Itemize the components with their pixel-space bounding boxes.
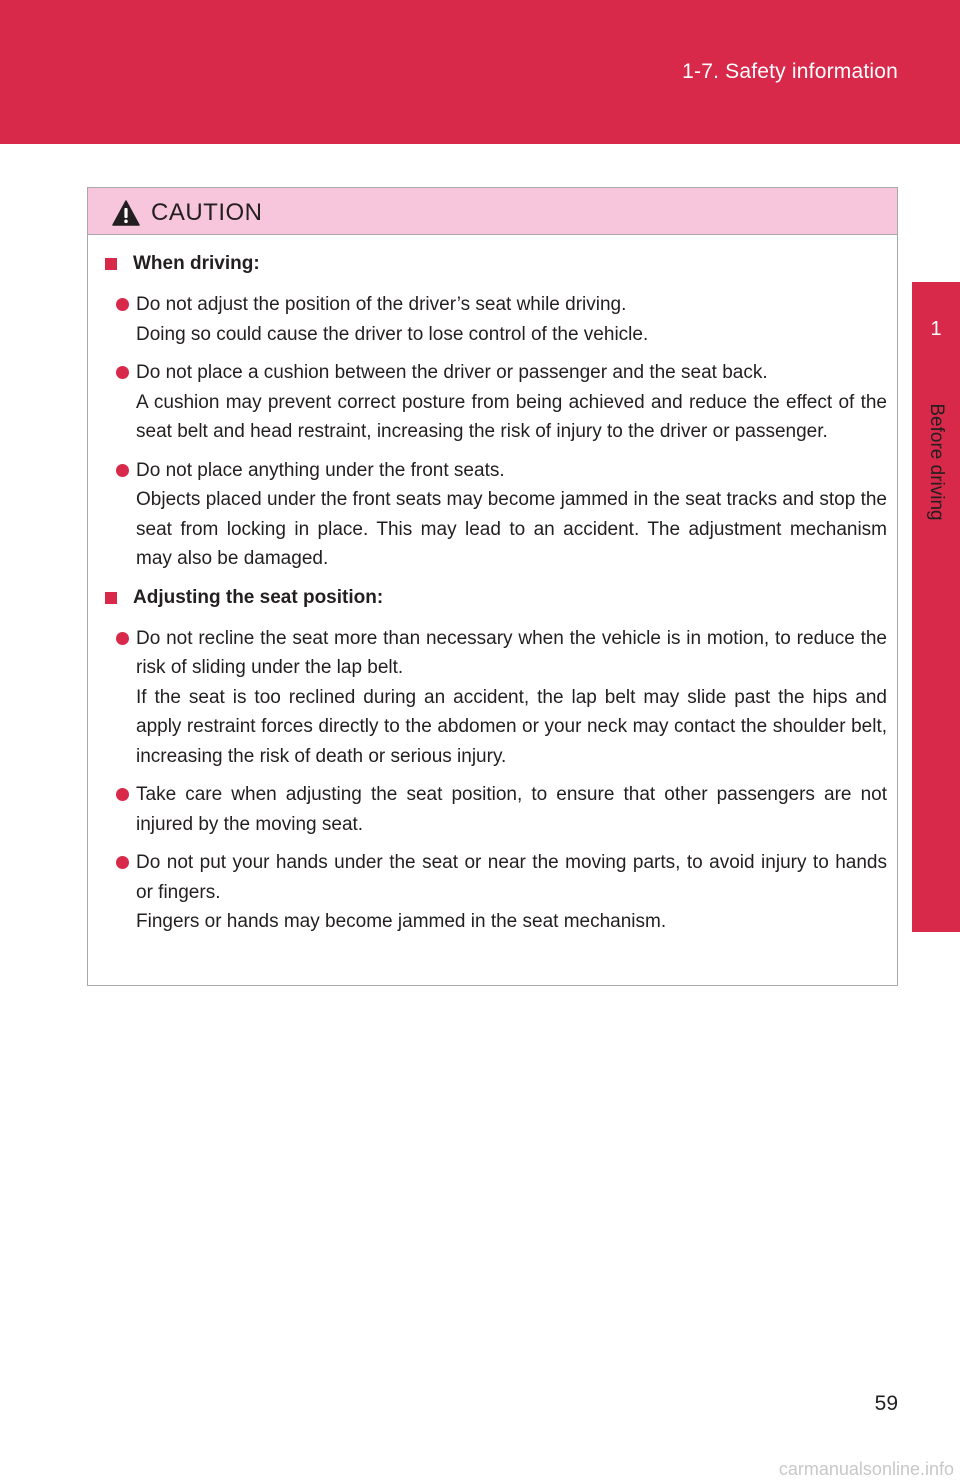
circle-bullet-icon <box>116 464 129 477</box>
caution-item <box>105 780 887 839</box>
caution-item <box>105 290 887 349</box>
caution-box <box>87 187 898 986</box>
chapter-label: Before driving <box>926 403 947 521</box>
caution-item <box>105 358 887 447</box>
caution-text: Do not put your hands under the seat or near the moving parts, to avoid injury to hands or fingers. <box>136 852 887 903</box>
caution-title: CAUTION <box>151 199 263 226</box>
caution-text: Take care when adjusting the seat position, to ensure that other passengers are not injured by the moving seat. <box>136 784 887 835</box>
caution-item <box>105 624 887 772</box>
caution-body <box>88 235 897 937</box>
caution-header <box>88 188 897 235</box>
caution-text: A cushion may prevent correct posture from being achieved and reduce the effect of the seat belt and head restraint, increasing the risk of injury to the driver or passenger. <box>136 391 887 442</box>
header-band <box>0 0 960 144</box>
circle-bullet-icon <box>116 632 129 645</box>
caution-text: Do not place a cushion between the driver or passenger and the seat back. <box>136 362 768 383</box>
circle-bullet-icon <box>116 856 129 869</box>
section-title: 1-7. Safety information <box>682 60 898 83</box>
square-bullet-icon <box>105 592 117 604</box>
caution-text: Fingers or hands may become jammed in the seat mechanism. <box>136 911 667 932</box>
chapter-label-wrap <box>912 372 960 552</box>
caution-text: Do not place anything under the front seats. <box>136 459 505 481</box>
caution-section-heading <box>105 253 887 275</box>
caution-text: Objects placed under the front seats may become jammed in the seat tracks and stop the seat from locking in place. This may lead to an accident. The adjustment mechanism may also be damaged. <box>136 489 887 569</box>
circle-bullet-icon <box>116 366 129 379</box>
circle-bullet-icon <box>116 298 129 311</box>
caution-text: Do not recline the seat more than necessary when the vehicle is in motion, to reduce the risk of sliding under the lap belt. <box>136 627 887 678</box>
circle-bullet-icon <box>116 788 129 801</box>
page-number: 59 <box>874 1392 898 1415</box>
warning-triangle-icon <box>112 200 140 226</box>
chapter-number: 1 <box>930 318 942 340</box>
caution-text: Do not adjust the position of the driver’s seat while driving. <box>136 294 627 315</box>
caution-section-heading <box>105 587 887 609</box>
square-bullet-icon <box>105 258 117 270</box>
caution-text: If the seat is too reclined during an accident, the lap belt may slide past the hips and apply restraint forces directly to the abdomen or your neck may contact the shoulder belt, increasing the risk of death or serious injury. <box>136 686 887 767</box>
caution-text: Doing so could cause the driver to lose control of the vehicle. <box>136 323 649 345</box>
caution-item <box>105 848 887 937</box>
watermark: carmanualsonline.info <box>778 1459 954 1479</box>
section-heading-text: Adjusting the seat position: <box>133 586 384 608</box>
caution-item <box>105 456 887 574</box>
section-heading-text: When driving: <box>133 253 260 274</box>
